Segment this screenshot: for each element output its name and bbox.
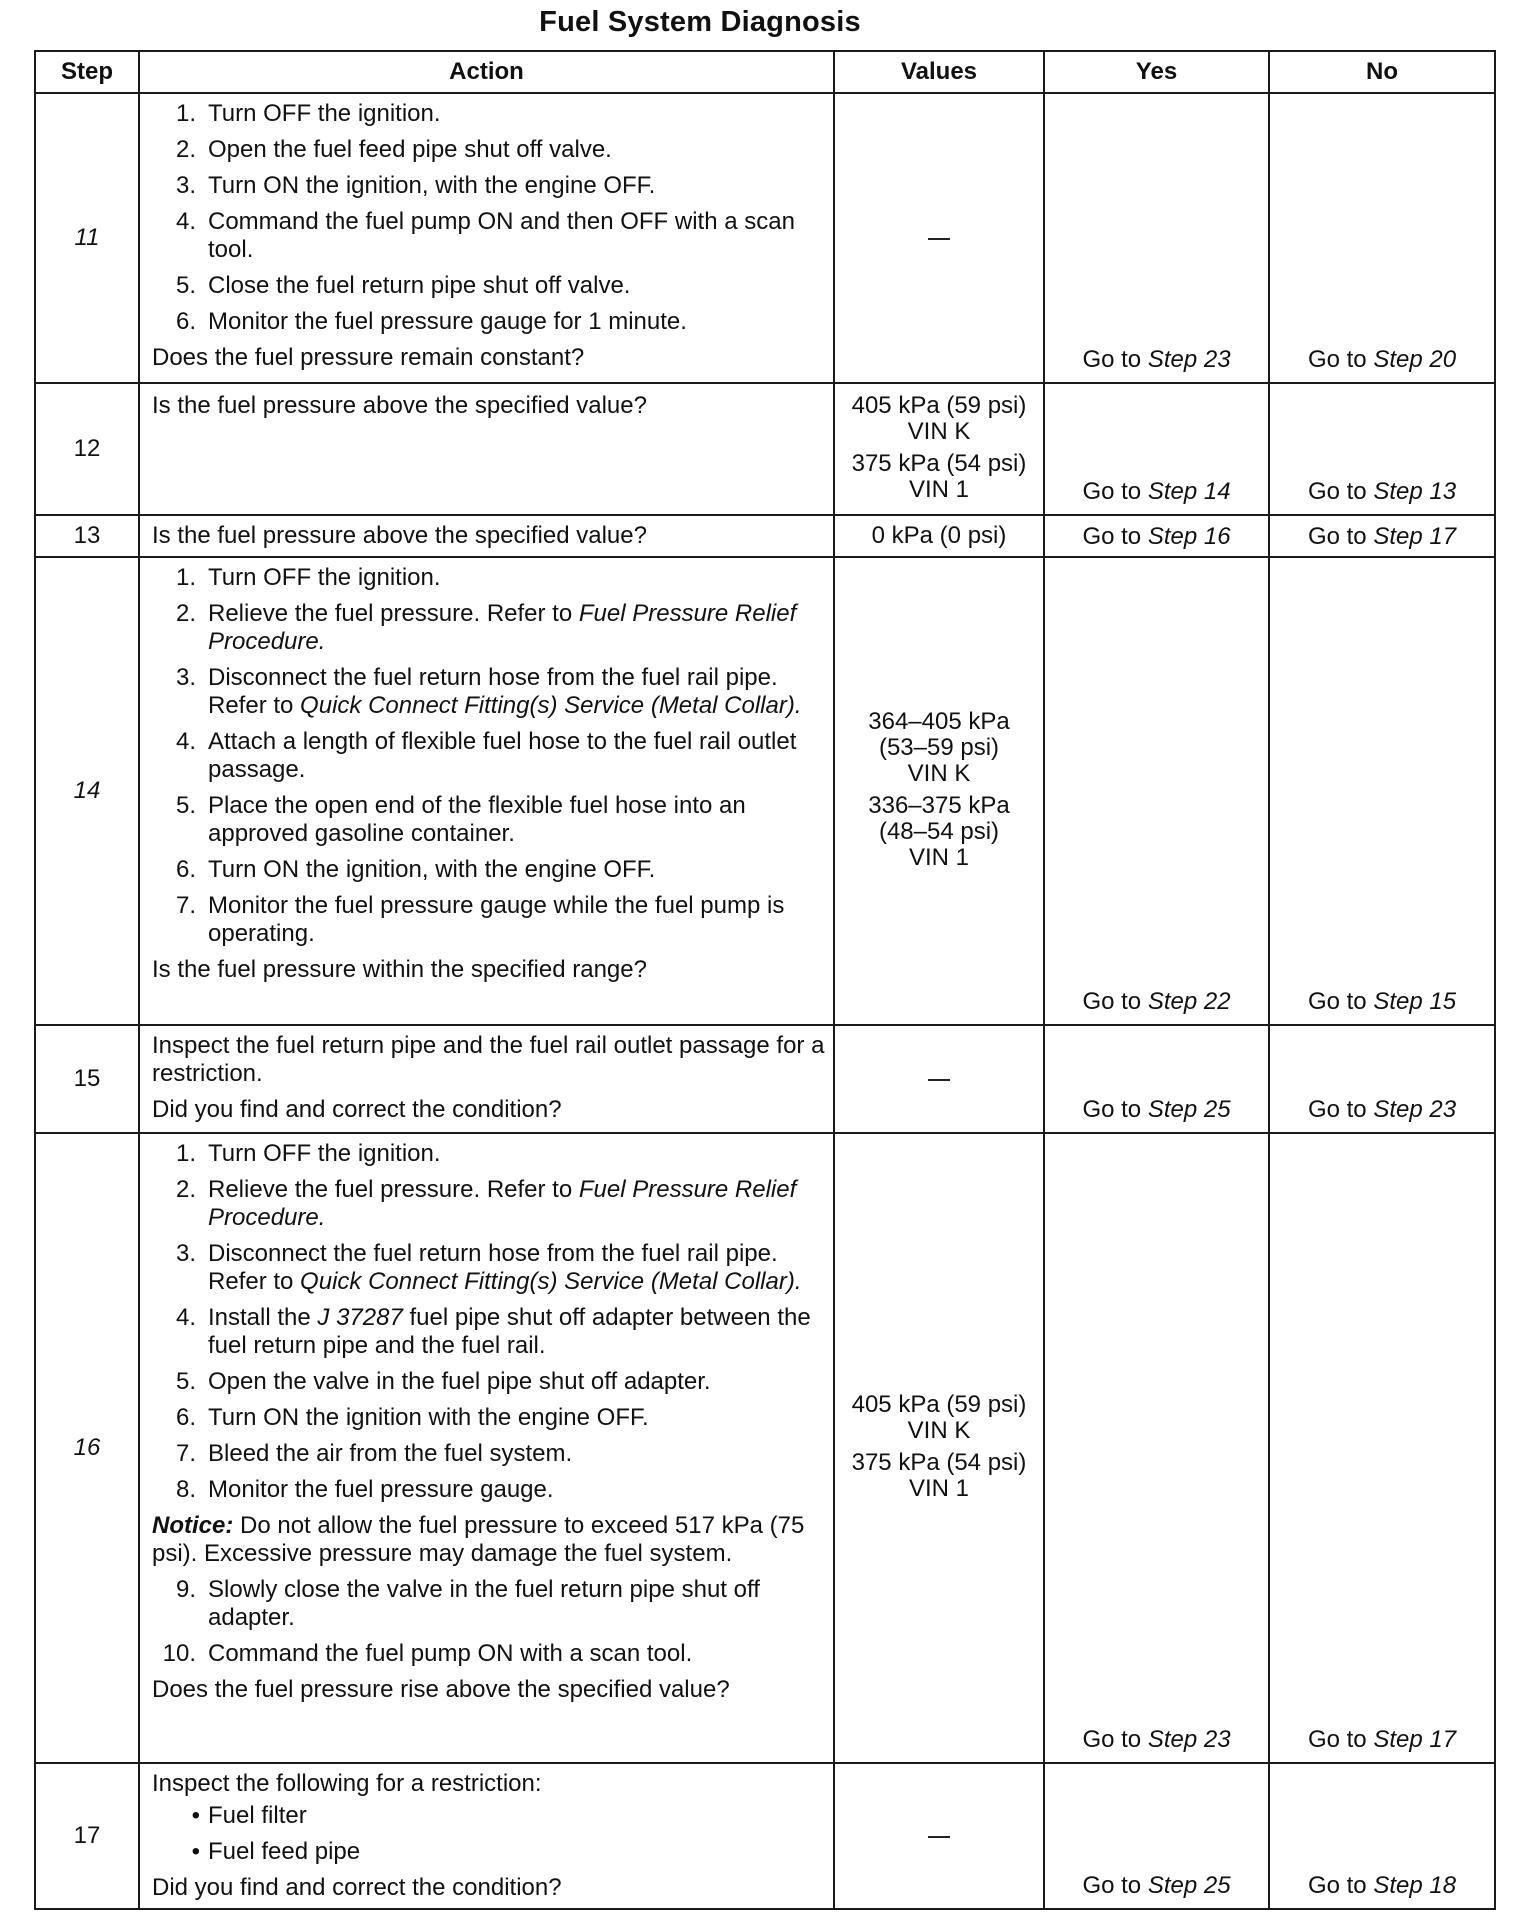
action-cell	[139, 1763, 834, 1909]
list-item: 5. Open the valve in the fuel pipe shut off adapter.	[175, 1368, 711, 1395]
diagnosis-table	[34, 50, 1496, 1910]
yes-cell: Go to Step 23	[1044, 1133, 1269, 1763]
list-item: 6. Turn ON the ignition with the engine OFF.	[175, 1404, 649, 1431]
yes-step-ref[interactable]: Step 22	[1147, 988, 1231, 1015]
step-number: 12	[35, 383, 139, 515]
list-item: 9. Slowly close the valve in the fuel return pipe shut off adapter.	[175, 1576, 760, 1631]
notice	[152, 1512, 827, 1568]
no-step-ref[interactable]: Step 15	[1373, 988, 1457, 1015]
no-step-ref[interactable]: Step 13	[1373, 478, 1457, 505]
list-item: 2. Open the fuel feed pipe shut off valve.	[175, 136, 612, 163]
tool-reference: J 37287	[317, 1304, 403, 1331]
procedure-reference[interactable]: Fuel Pressure Relief Procedure.	[208, 1176, 797, 1231]
list-item: 8. Monitor the fuel pressure gauge.	[175, 1476, 554, 1503]
header-action: Action	[139, 51, 834, 93]
no-step-ref[interactable]: Step 17	[1373, 522, 1457, 550]
list-item: 1. Turn OFF the ignition.	[175, 100, 441, 127]
step-number: 15	[35, 1025, 139, 1133]
table-header-row	[35, 51, 1495, 93]
header-step: Step	[35, 51, 139, 93]
procedure-reference[interactable]: Quick Connect Fitting(s) Service (Metal Collar).	[300, 1268, 802, 1295]
step-number: 13	[35, 515, 139, 557]
question-text: Is the fuel pressure within the specified range?	[152, 956, 647, 983]
action-list	[152, 564, 827, 948]
list-item: 1. Turn OFF the ignition.	[175, 564, 441, 591]
dash-mark	[928, 1836, 950, 1838]
list-item: 7. Bleed the air from the fuel system.	[175, 1440, 573, 1467]
yes-step-ref[interactable]: Step 16	[1147, 522, 1231, 550]
no-step-ref[interactable]: Step 18	[1373, 1872, 1457, 1899]
yes-cell: Go to Step 25	[1044, 1763, 1269, 1909]
values-cell: 405 kPa (59 psi) VIN K 375 kPa (54 psi) VIN 1	[834, 383, 1044, 515]
question-text: Is the fuel pressure above the specified value?	[152, 392, 647, 419]
list-item: 4. Install the J 37287 fuel pipe shut off adapter between the fuel return pipe and the fuel rail.	[175, 1304, 811, 1359]
action-list	[152, 100, 827, 336]
question-text: Does the fuel pressure remain constant?	[152, 344, 585, 371]
action-list	[152, 1576, 827, 1668]
notice-label: Notice:	[152, 1512, 234, 1539]
list-item: 5. Place the open end of the flexible fuel hose into an approved gasoline container.	[175, 792, 746, 847]
list-item: 6. Turn ON the ignition, with the engine OFF.	[175, 856, 656, 883]
yes-cell: Go to Step 23	[1044, 93, 1269, 383]
no-cell: Go to Step 23	[1269, 1025, 1495, 1133]
values-cell	[834, 93, 1044, 383]
action-text: Inspect the fuel return pipe and the fuel rail outlet passage for a restriction.	[152, 1032, 825, 1087]
no-step-ref[interactable]: Step 20	[1373, 346, 1457, 373]
no-cell: Go to Step 17	[1269, 1133, 1495, 1763]
header-no: No	[1269, 51, 1495, 93]
page-title: Fuel System Diagnosis	[539, 6, 861, 38]
header-values: Values	[834, 51, 1044, 93]
no-cell: Go to Step 13	[1269, 383, 1495, 515]
action-cell	[139, 93, 834, 383]
table-row	[35, 557, 1495, 1025]
step-number: 11	[35, 93, 139, 383]
action-cell	[139, 383, 834, 515]
no-step-ref[interactable]: Step 23	[1373, 1096, 1457, 1123]
procedure-reference[interactable]: Quick Connect Fitting(s) Service (Metal Collar).	[300, 692, 802, 719]
question-text: Did you find and correct the condition?	[152, 1874, 562, 1901]
question-text: Does the fuel pressure rise above the specified value?	[152, 1676, 730, 1703]
table-row	[35, 1133, 1495, 1763]
list-item: 5. Close the fuel return pipe shut off valve.	[175, 272, 631, 299]
yes-step-ref[interactable]: Step 23	[1147, 346, 1231, 373]
table-row	[35, 1025, 1495, 1133]
values-cell: 405 kPa (59 psi) VIN K 375 kPa (54 psi) VIN 1	[834, 1133, 1044, 1763]
yes-cell: Go to Step 14	[1044, 383, 1269, 515]
table-row	[35, 1763, 1495, 1909]
list-item: 3. Disconnect the fuel return hose from the fuel rail pipe. Refer to Quick Connect Fitting(s) Service (Metal Collar).	[175, 1240, 802, 1295]
list-item: 3. Turn ON the ignition, with the engine OFF.	[175, 172, 656, 199]
step-number: 17	[35, 1763, 139, 1909]
step-number: 14	[35, 557, 139, 1025]
no-cell: Go to Step 18	[1269, 1763, 1495, 1909]
yes-cell: Go to Step 25	[1044, 1025, 1269, 1133]
yes-step-ref[interactable]: Step 25	[1147, 1872, 1231, 1899]
yes-step-ref[interactable]: Step 25	[1147, 1096, 1231, 1123]
list-item: • Fuel filter	[191, 1802, 307, 1829]
list-item: 1. Turn OFF the ignition.	[175, 1140, 441, 1167]
values-cell	[834, 1763, 1044, 1909]
dash-mark	[928, 1079, 950, 1081]
action-cell	[139, 1025, 834, 1133]
question-text: Did you find and correct the condition?	[152, 1096, 562, 1123]
yes-step-ref[interactable]: Step 14	[1147, 478, 1231, 505]
list-item: 10. Command the fuel pump ON with a scan tool.	[162, 1640, 693, 1667]
table-row	[35, 515, 1495, 557]
values-cell: 0 kPa (0 psi)	[834, 515, 1044, 557]
action-list	[152, 1140, 827, 1504]
no-cell: Go to Step 15	[1269, 557, 1495, 1025]
no-cell: Go to Step 20	[1269, 93, 1495, 383]
action-cell	[139, 515, 834, 557]
list-item: 2. Relieve the fuel pressure. Refer to Fuel Pressure Relief Procedure.	[175, 1176, 797, 1231]
action-cell	[139, 1133, 834, 1763]
yes-step-ref[interactable]: Step 23	[1147, 1726, 1231, 1753]
list-item: 7. Monitor the fuel pressure gauge while the fuel pump is operating.	[175, 892, 785, 947]
no-cell: Go to Step 17	[1269, 515, 1495, 557]
yes-cell: Go to Step 16	[1044, 515, 1269, 557]
step-number: 16	[35, 1133, 139, 1763]
action-text: Inspect the following for a restriction:	[152, 1770, 542, 1797]
table-row	[35, 383, 1495, 515]
list-item: • Fuel feed pipe	[191, 1838, 361, 1865]
table-row	[35, 93, 1495, 383]
values-cell: 364–405 kPa (53–59 psi) VIN K 336–375 kPa (48–54 psi) VIN 1	[834, 557, 1044, 1025]
values-cell	[834, 1025, 1044, 1133]
question-text: Is the fuel pressure above the specified value?	[152, 522, 647, 549]
bullet-list	[152, 1802, 827, 1866]
list-item: 6. Monitor the fuel pressure gauge for 1 minute.	[175, 308, 687, 335]
procedure-reference[interactable]: Fuel Pressure Relief Procedure.	[208, 600, 797, 655]
list-item: 4. Command the fuel pump ON and then OFF with a scan tool.	[175, 208, 795, 263]
action-cell	[139, 557, 834, 1025]
notice-text: Do not allow the fuel pressure to exceed 517 kPa (75 psi). Excessive pressure may damage the fuel system.	[152, 1512, 805, 1567]
list-item: 4. Attach a length of flexible fuel hose to the fuel rail outlet passage.	[175, 728, 797, 783]
list-item: 3. Disconnect the fuel return hose from the fuel rail pipe. Refer to Quick Connect Fitting(s) Service (Metal Collar).	[175, 664, 802, 719]
yes-cell: Go to Step 22	[1044, 557, 1269, 1025]
header-yes: Yes	[1044, 51, 1269, 93]
list-item: 2. Relieve the fuel pressure. Refer to Fuel Pressure Relief Procedure.	[175, 600, 797, 655]
dash-mark	[928, 238, 950, 240]
no-step-ref[interactable]: Step 17	[1373, 1726, 1457, 1753]
